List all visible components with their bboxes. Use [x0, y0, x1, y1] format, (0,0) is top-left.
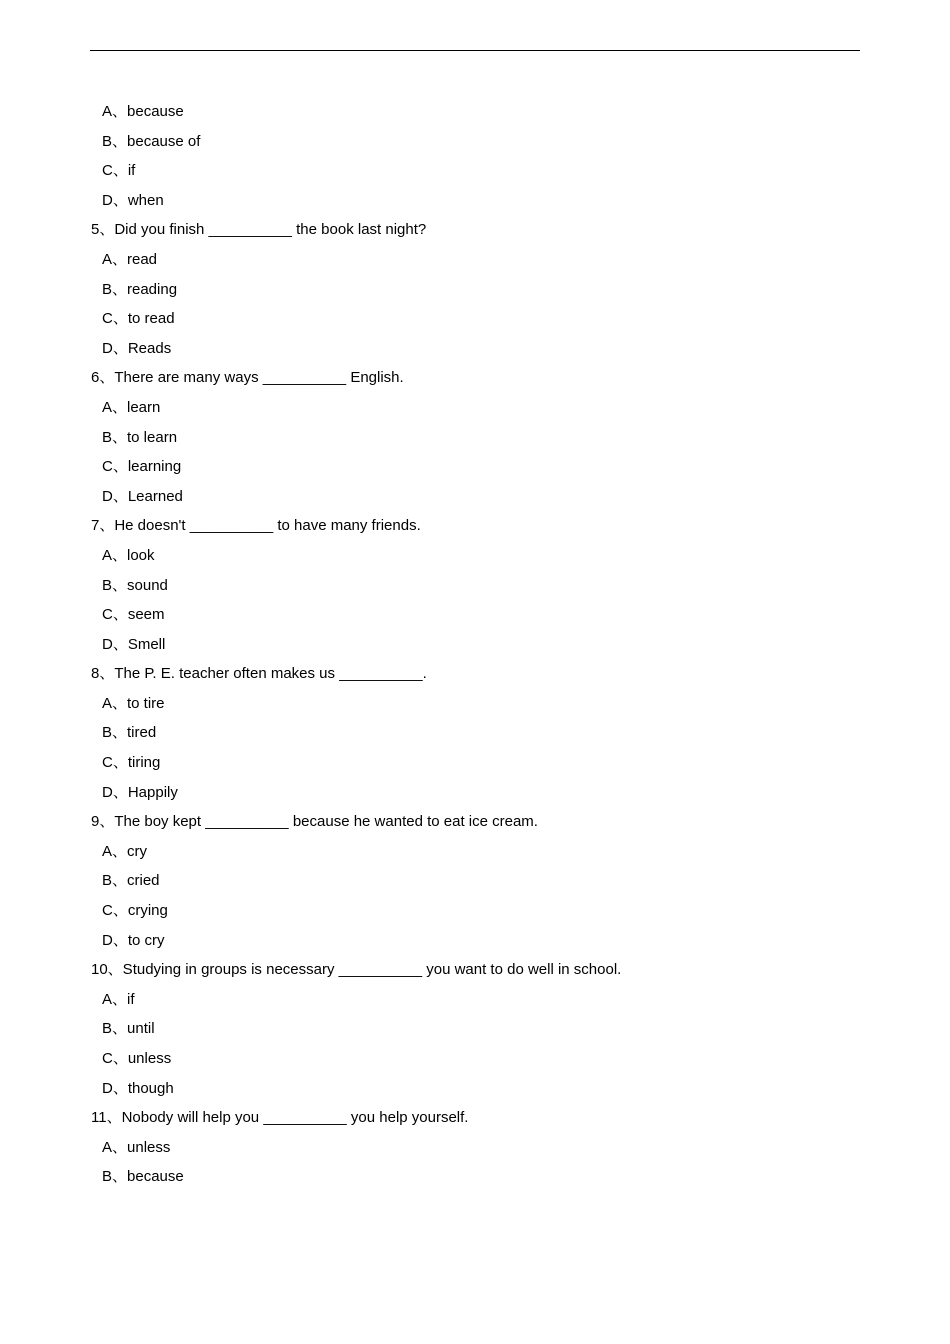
option-line: B、until	[102, 1020, 155, 1038]
option-line: A、to tire	[102, 694, 165, 712]
option-line: C、to read	[102, 310, 175, 328]
option-line: B、to learn	[102, 428, 178, 446]
option-line: C、learning	[102, 458, 182, 476]
option-line: A、look	[102, 546, 155, 564]
option-line: C、tiring	[102, 754, 161, 772]
option-line: D、to cry	[102, 931, 165, 949]
option-line: D、Reads	[102, 339, 172, 357]
option-line: C、seem	[102, 606, 165, 624]
option-line: B、cried	[102, 872, 160, 890]
header-rule	[90, 50, 860, 51]
option-line: C、crying	[102, 902, 168, 920]
question-line: 9、The boy kept __________ because he wanted to eat ice cream.	[91, 813, 538, 831]
option-line: A、read	[102, 250, 158, 268]
question-line: 8、The P. E. teacher often makes us __________.	[91, 665, 427, 683]
option-line: B、tired	[102, 724, 157, 742]
option-line: A、learn	[102, 398, 161, 416]
option-line: A、cry	[102, 842, 148, 860]
document-body	[90, 97, 860, 1192]
option-line: A、if	[102, 990, 135, 1008]
question-line: 10、Studying in groups is necessary __________ you want to do well in school.	[91, 961, 622, 979]
option-line: A、unless	[102, 1138, 171, 1156]
question-line: 11、Nobody will help you __________ you help yourself.	[91, 1109, 469, 1127]
option-line: D、when	[102, 191, 164, 209]
option-line: D、Happily	[102, 783, 178, 801]
question-line: 6、There are many ways __________ English.	[91, 369, 404, 387]
option-line: D、though	[102, 1079, 174, 1097]
option-line: D、Learned	[102, 487, 183, 505]
option-line: D、Smell	[102, 635, 166, 653]
option-line: B、sound	[102, 576, 168, 594]
option-line: B、because of	[102, 132, 201, 150]
option-line: B、because	[102, 1168, 184, 1186]
option-line: B、reading	[102, 280, 178, 298]
option-line: C、unless	[102, 1050, 172, 1067]
option-line: A、because	[102, 103, 184, 120]
option-line: C、if	[102, 162, 136, 180]
question-line: 7、He doesn't __________ to have many friends.	[91, 517, 421, 535]
question-line: 5、Did you finish __________ the book last night?	[91, 221, 427, 239]
